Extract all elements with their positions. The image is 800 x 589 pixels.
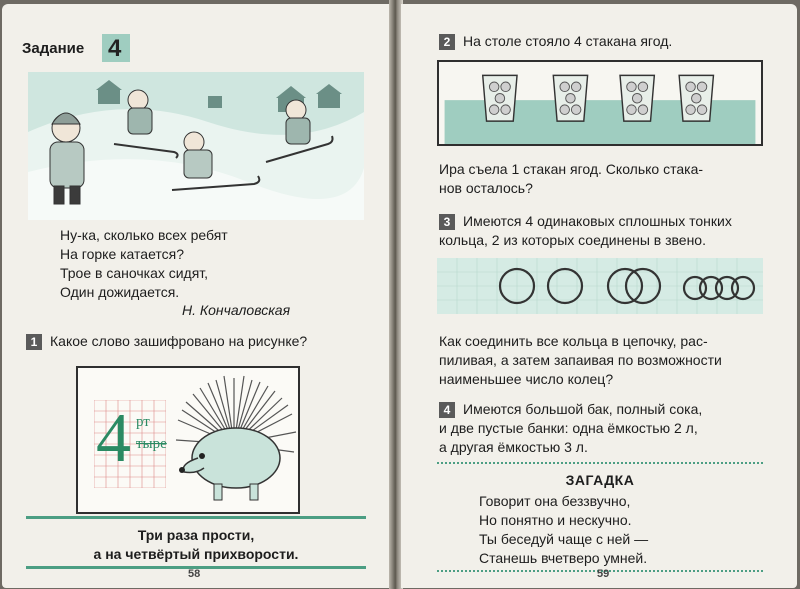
riddle-line: Ты беседуй чаще с ней —	[479, 531, 649, 547]
question-3-number: 3	[439, 214, 455, 230]
question-2-follow-up-line: нов осталось?	[439, 180, 533, 196]
riddle-text	[479, 492, 648, 568]
question-4-number: 4	[439, 402, 455, 418]
question-2-number: 2	[439, 34, 455, 50]
question-4-line: и две пустые банки: одна ёмкостью 2 л,	[439, 420, 698, 436]
question-3-follow-up-line: пиливая, а затем запаивая по возможности	[439, 352, 722, 368]
rebus-syllable-bottom: тыре	[136, 436, 167, 452]
question-3-text	[463, 212, 732, 231]
right-page	[401, 4, 797, 588]
poem-line: Один дожидается.	[60, 284, 180, 300]
proverb-line: Три раза прости,	[137, 527, 255, 543]
riddle-line: Станешь вчетверо умней.	[479, 550, 648, 566]
question-1-text: Какое слово зашифровано на рисунке?	[50, 333, 308, 349]
task-label: Задание	[22, 40, 85, 57]
question-3-line: Имеются 4 одинаковых сплошных тонких	[463, 213, 732, 229]
riddle-line: Говорит она беззвучно,	[479, 493, 631, 509]
proverb-top-rule	[26, 516, 366, 519]
question-3-line: кольца, 2 из которых соединены в звено.	[439, 232, 706, 248]
proverb	[26, 526, 366, 564]
question-2-follow-up-line: Ира съела 1 стакан ягод. Сколько стака-	[439, 161, 704, 177]
question-4-text-cont	[439, 419, 698, 457]
winter-sledding-illustration	[28, 72, 364, 220]
question-3-follow-up-line: Как соединить все кольца в цепочку, рас-	[439, 333, 708, 349]
page-number: 59	[597, 568, 610, 580]
question-1-number: 1	[26, 334, 42, 350]
page-number: 58	[188, 568, 201, 580]
question-3-follow-up	[439, 332, 722, 389]
task-number: 4	[108, 35, 122, 62]
question-4-line: а другая ёмкостью 3 л.	[439, 439, 588, 455]
rebus-digit: 4	[96, 400, 131, 477]
poem	[60, 226, 228, 302]
riddle-line: Но понятно и нескучно.	[479, 512, 632, 528]
rings-illustration	[437, 258, 763, 314]
left-page	[2, 4, 391, 588]
question-3-follow-up-line: наименьшее число колец?	[439, 371, 614, 387]
glass-3	[620, 75, 654, 121]
poem-line: На горке катается?	[60, 246, 185, 262]
poem-line: Ну-ка, сколько всех ребят	[60, 227, 228, 243]
rebus-syllable-top: рт	[136, 414, 150, 430]
poem-author: Н. Кончаловская	[182, 302, 291, 318]
proverb-line: а на четвёртый прихворости.	[93, 546, 299, 562]
question-4-text	[463, 400, 702, 419]
question-4-line: Имеются большой бак, полный сока,	[463, 401, 703, 417]
rebus-box	[76, 366, 300, 514]
glass-4	[679, 75, 713, 121]
hedgehog-illustration	[174, 374, 300, 506]
question-2-text: На столе стояло 4 стакана ягод.	[463, 33, 673, 49]
riddle-top-rule	[437, 462, 763, 464]
poem-line: Трое в саночках сидят,	[60, 265, 209, 281]
berry-glasses-illustration	[437, 60, 763, 146]
glass-2	[553, 75, 587, 121]
glass-1	[483, 75, 517, 121]
question-3-text-cont	[439, 231, 706, 250]
riddle-title: ЗАГАДКА	[565, 472, 635, 488]
question-2-follow-up	[439, 160, 703, 198]
